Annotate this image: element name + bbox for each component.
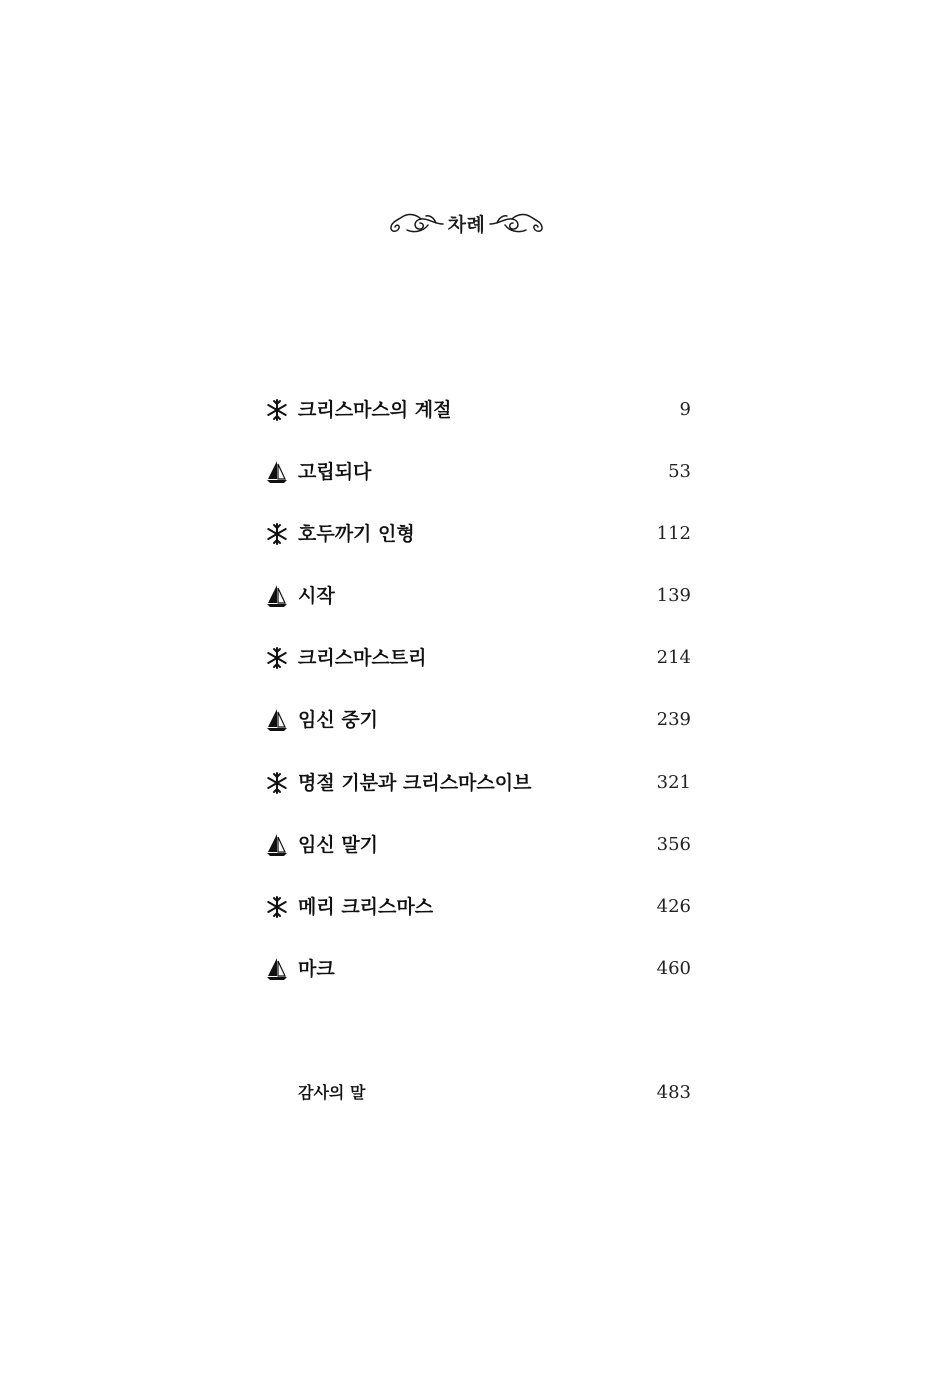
snowflake-icon (265, 398, 289, 422)
sailboat-icon (265, 957, 289, 981)
entry-title: 메리 크리스마스 (298, 895, 434, 918)
snowflake-icon (265, 895, 289, 919)
toc-entry[interactable] (265, 763, 691, 825)
toc-entry[interactable] (265, 390, 691, 452)
entry-title: 고립되다 (298, 461, 372, 484)
sailboat-icon (265, 584, 289, 608)
toc-heading (0, 208, 933, 238)
toc-entry[interactable] (265, 638, 691, 700)
entry-page-number: 239 (656, 709, 691, 731)
entry-page-number: 321 (656, 771, 691, 793)
sailboat-icon (265, 833, 289, 857)
entry-title: 명절 기분과 크리스마스이브 (298, 771, 532, 794)
toc-list (265, 390, 691, 1011)
toc-entry[interactable] (265, 700, 691, 762)
entry-title: 마크 (298, 957, 335, 980)
entry-page-number: 53 (668, 461, 691, 483)
entry-page-number: 9 (679, 399, 691, 420)
entry-title: 호두까기 인형 (298, 523, 415, 546)
entry-title: 임신 말기 (298, 833, 379, 856)
entry-title: 크리스마스의 계절 (298, 399, 452, 421)
left-flourish-icon (388, 208, 444, 238)
entry-title: 시작 (298, 585, 335, 608)
toc-entry[interactable] (265, 825, 691, 887)
sailboat-icon (265, 708, 289, 732)
toc-entry[interactable] (265, 452, 691, 514)
appendix-entry[interactable] (298, 1073, 691, 1113)
toc-entry[interactable] (265, 576, 691, 638)
appendix-title: 감사의 말 (298, 1083, 366, 1102)
entry-page-number: 139 (656, 585, 691, 607)
snowflake-icon (265, 522, 289, 546)
entry-page-number: 356 (656, 833, 691, 855)
snowflake-icon (265, 646, 289, 670)
right-flourish-icon (489, 208, 545, 238)
entry-title: 크리스마스트리 (298, 647, 427, 670)
entry-title: 임신 중기 (298, 709, 379, 732)
snowflake-icon (265, 771, 289, 795)
sailboat-icon (265, 460, 289, 484)
toc-entry[interactable] (265, 514, 691, 576)
entry-page-number: 460 (656, 957, 691, 979)
toc-entry[interactable] (265, 887, 691, 949)
toc-title: 차례 (447, 213, 486, 236)
entry-page-number: 214 (656, 647, 691, 669)
entry-page-number: 112 (656, 523, 691, 545)
entry-page-number: 426 (656, 895, 691, 917)
appendix-page-number: 483 (656, 1082, 691, 1103)
toc-entry[interactable] (265, 949, 691, 1011)
